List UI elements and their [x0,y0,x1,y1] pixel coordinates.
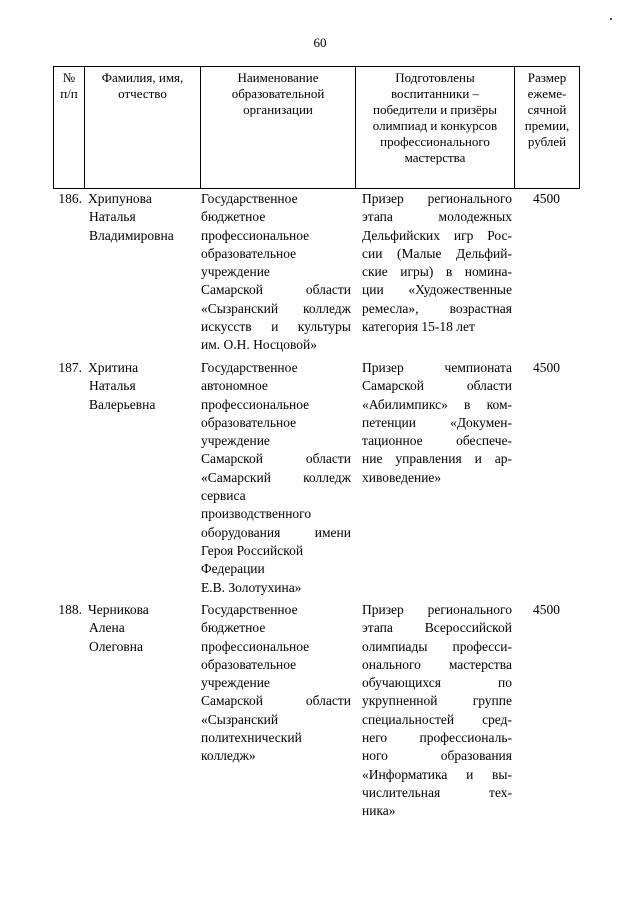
achievement-description: Призер регионального этапа Всероссийской олимпиады професси- онального мастерства обучающихся по укрупненной группе специальностей сред- него профессиональ- ного образования «Информатика и вы- числительная тех- ника» [362,602,512,819]
header-organization: Наименование образовательной организации [231,70,325,117]
page-number: 60 [313,35,327,50]
scan-speck [610,18,612,20]
prize-amount: 4500 [533,360,560,375]
header-name: Фамилия, имя, отчество [101,70,184,101]
row-number: 188. [58,602,82,617]
organization-name: Государственное автономное профессиональное образовательное учреждение Самарской области «Самарский колледж сервиса производственного оборудования имени Героя Российской Федерации Е.В. Золотухина» [201,360,351,595]
person-name: Хритина Наталья Валерьевна [88,360,156,412]
row-number: 186. [58,191,82,206]
table-header [53,66,580,189]
header-prize-amount: Размер ежеме- сячной премии, рублей [524,70,570,149]
achievement-description: Призер регионального этапа молодежных Дельфийских игр Рос- сии (Малые Дельфий- ские игры) в номина- ции «Художественные ремесла», возрастная категория 15-18 лет [362,191,512,335]
person-name: Хрипунова Наталья Владимировна [88,191,174,243]
header-trained-students: Подготовлены воспитанники – победители и призёры олимпиад и конкурсов профессионального мастерства [372,70,498,165]
person-name: Черникова Алена Олеговна [88,602,149,654]
prize-amount: 4500 [533,602,560,617]
achievement-description: Призер чемпионата Самарской области «Абилимпикс» в ком- петенции «Докумен- тационное обеспече- ние управления и ар- хивоведение» [362,360,512,485]
header-number: № п/п [60,70,78,101]
row-number: 187. [58,360,82,375]
prize-amount: 4500 [533,191,560,206]
organization-name: Государственное бюджетное профессиональное образовательное учреждение Самарской области «Сызранский политехнический колледж» [201,602,351,764]
organization-name: Государственное бюджетное профессиональное образовательное учреждение Самарской области «Сызранский колледж искусств и культуры им. О.Н. Носцовой» [201,191,351,353]
